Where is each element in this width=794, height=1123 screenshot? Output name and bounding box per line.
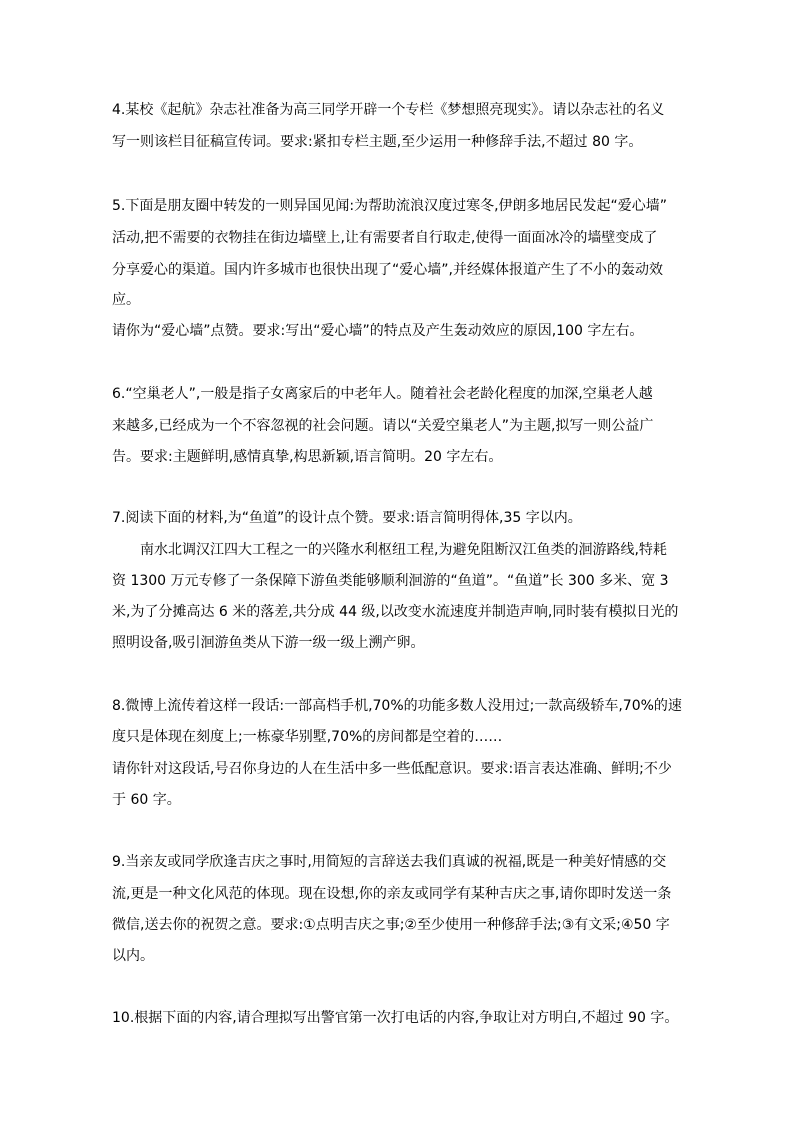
- text-line: 8.微博上流传着这样一段话:一部高档手机,70%的功能多数人没用过;一款高级轿车,70%的速: [112, 698, 682, 714]
- text-line: 以内。: [112, 948, 154, 964]
- text-line: 应。: [112, 292, 140, 308]
- text-line: 米,为了分摊高达 6 米的落差,共分成 44 级,以改变水流速度并制造声响,同时装有模拟日光的: [112, 604, 679, 620]
- text-line: 资 1300 万元专修了一条保障下游鱼类能够顺利洄游的“鱼道”。“鱼道”长 300 多米、宽 3: [112, 573, 669, 589]
- text-line: 微信,送去你的祝贺之意。要求:①点明吉庆之事;②至少使用一种修辞手法;③有文采;④50 字: [112, 917, 670, 933]
- text-line: 流,更是一种文化风范的体现。现在设想,你的亲友或同学有某种吉庆之事,请你即时发送一条: [112, 886, 672, 902]
- text-line: 9.当亲友或同学欣逢吉庆之事时,用简短的言辞送去我们真诚的祝福,既是一种美好情感的交: [112, 854, 667, 870]
- text-line: 请你针对这段话,号召你身边的人在生活中多一些低配意识。要求:语言表达准确、鲜明;不少: [112, 761, 672, 777]
- text-line: 照明设备,吸引洄游鱼类从下游一级一级上溯产卵。: [112, 635, 425, 651]
- text-line: 请你为“爱心墙”点赞。要求:写出“爱心墙”的特点及产生轰动效应的原因,100 字左右。: [112, 323, 644, 339]
- text-line: 南水北调汉江四大工程之一的兴隆水利枢纽工程,为避免阻断汉江鱼类的洄游路线,特耗: [140, 542, 667, 558]
- text-line: 6.“空巢老人”,一般是指子女离家后的中老年人。随着社会老龄化程度的加深,空巢老人越: [112, 386, 653, 402]
- text-line: 10.根据下面的内容,请合理拟写出警官第一次打电话的内容,争取让对方明白,不超过 90 字。: [112, 1010, 679, 1026]
- text-line: 度只是体现在刻度上;一栋豪华别墅,70%的房间都是空着的……: [112, 729, 503, 745]
- text-line: 于 60 字。: [112, 792, 181, 808]
- text-line: 告。要求:主题鲜明,感情真挚,构思新颖,语言简明。20 字左右。: [112, 449, 503, 465]
- text-line: 活动,把不需要的衣物挂在街边墙壁上,让有需要者自行取走,使得一面面冰冷的墙壁变成了: [112, 230, 658, 246]
- text-line: 写一则该栏目征稿宣传词。要求:紧扣专栏主题,至少运用一种修辞手法,不超过 80 字。: [112, 134, 643, 150]
- text-line: 来越多,已经成为一个不容忽视的社会问题。请以“关爱空巢老人”为主题,拟写一则公益广: [112, 418, 654, 434]
- text-line: 5.下面是朋友圈中转发的一则异国见闻:为帮助流浪汉度过寒冬,伊朗多地居民发起“爱心墙”: [112, 198, 668, 214]
- text-line: 7.阅读下面的材料,为“鱼道”的设计点个赞。要求:语言简明得体,35 字以内。: [112, 510, 582, 526]
- text-line: 4.某校《起航》杂志社准备为高三同学开辟一个专栏《梦想照亮现实》。请以杂志社的名义: [112, 102, 665, 118]
- text-line: 分享爱心的渠道。国内许多城市也很快出现了“爱心墙”,并经媒体报道产生了不小的轰动效: [112, 262, 663, 278]
